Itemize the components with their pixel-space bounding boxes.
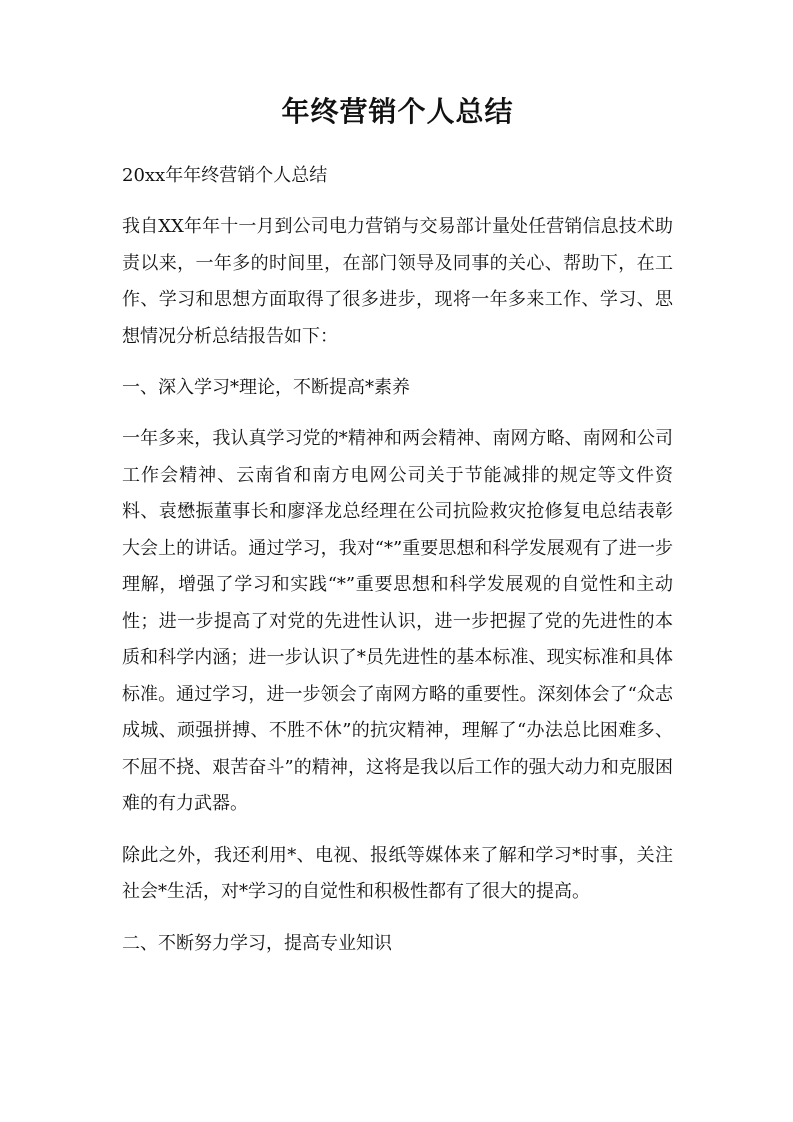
section-2-heading: 二、不断努力学习，提高专业知识: [122, 932, 392, 954]
document-subtitle: 20xx年年终营销个人总结: [122, 165, 328, 186]
intro-paragraph: 我自XX年年十一月到公司电力营销与交易部计量处任营销信息技术助责以来，一年多的时间里，在部门领导及同事的关心、帮助下，在工作、学习和思想方面取得了很多进步，现将一年多来工作、学习、思想情况分析总结报告如下：: [122, 216, 673, 347]
section-1-paragraph-1: 一年多来，我认真学习党的*精神和两会精神、南网方略、南网和公司工作会精神、云南省和南方电网公司关于节能减排的规定等文件资料、袁懋振董事长和廖泽龙总经理在公司抗险救灾抢修复电总结表彰大会上的讲话。通过学习，我对“*”重要思想和科学发展观有了进一步理解，增强了学习和实践“*”重要思想和科学发展观的自觉性和主动性；进一步提高了对党的先进性认识，进一步把握了党的先进性的本质和科学内涵；进一步认识了*员先进性的基本标准、现实标准和具体标准。通过学习，进一步领会了南网方略的重要性。深刻体会了“众志成城、顽强拼搏、不胜不休”的抗灾精神，理解了“办法总比困难多、不屈不挠、艰苦奋斗”的精神，这将是我以后工作的强大动力和克服困难的有力武器。: [122, 428, 673, 814]
section-1-paragraph-2: 除此之外，我还利用*、电视、报纸等媒体来了解和学习*时事，关注社会*生活，对*学习的自觉性和积极性都有了很大的提高。: [122, 844, 673, 902]
section-1-heading: 一、深入学习*理论，不断提高*素养: [122, 377, 410, 398]
document-title: 年终营销个人总结: [281, 95, 514, 128]
